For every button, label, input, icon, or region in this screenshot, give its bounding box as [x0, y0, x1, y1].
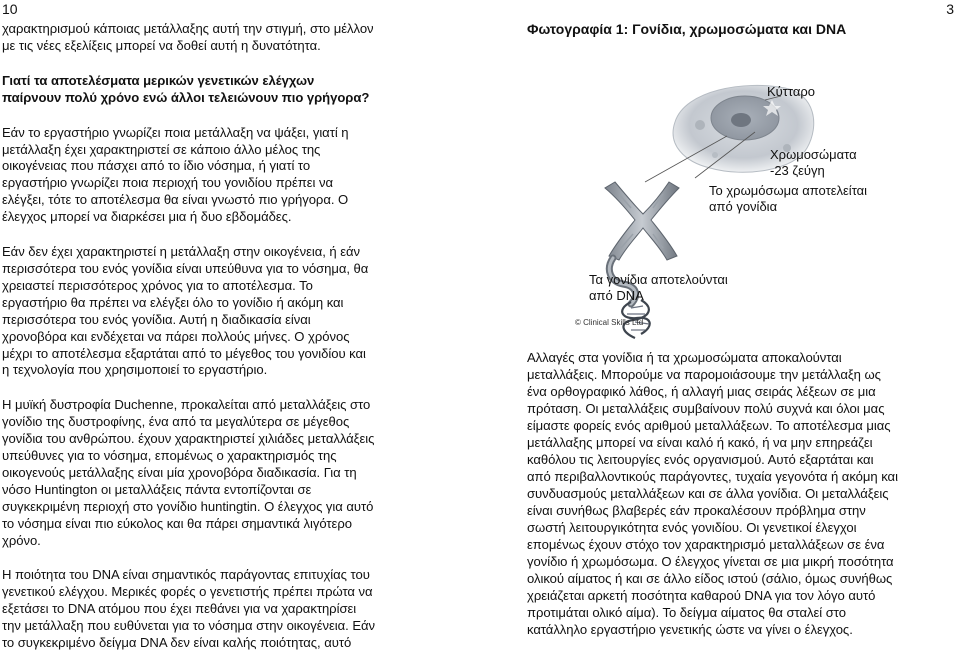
- heading-line: Γιατί τα αποτελέσματα μερικών γενετικών ελέγχων: [2, 72, 315, 88]
- label-line: από γονίδια: [709, 199, 778, 214]
- label-line: από DNA: [589, 288, 644, 303]
- text-line: εργαστήριο θα πρέπει να ελέγξει όλο το γονίδιο ή ακόμη και: [2, 294, 344, 310]
- text-line: από περιβαλλοντικούς παράγοντες, τυχαία γεγονότα ή ακόμη και: [527, 469, 898, 484]
- text-line: προτιμάται ολικό αίμα). Το δείγμα αίματος θα σταλεί στο: [527, 605, 846, 620]
- figure-title: Φωτογραφία 1: Γονίδια, χρωμοσώματα και DNA: [527, 21, 847, 37]
- figure-credit: © Clinical Skills Ltd: [575, 318, 644, 327]
- text-line: ένα ορθογραφικό λάθος, ή αλλαγή μιας σειράς λέξεων σε μια: [527, 384, 876, 399]
- text-line: κατάλληλο εργαστήριο γενετικής ώστε να γίνει ο έλεγχος.: [527, 622, 853, 637]
- text-line: ελέγξει, τότε το αποτέλεσμα θα είναι γνωστό πιο γρήγορα. Ο: [2, 192, 349, 208]
- text-line: είναι συνήθως βλαβερές εάν προκαλέσουν πρόβλημα στην: [527, 503, 866, 518]
- text-line: Εάν το εργαστήριο γνωρίζει ποια μετάλλαξη να ψάξει, γιατί η: [2, 124, 349, 140]
- text-line: την μετάλλαξη που ευθύνεται για το νόσημα στην οικογένεια. Εάν: [2, 618, 376, 634]
- text-line: οικογενούς μετάλλαξης είναι μία χρονοβόρα διαδικασία. Για τη: [2, 464, 357, 480]
- text-line: γονίδιο ή χρωμόσωμα. Ο έλεγχος γίνεται σε μια μικρή ποσότητα: [527, 554, 894, 569]
- text-line: Αλλαγές στα γονίδια ή τα χρωμοσώματα αποκαλούνται: [527, 350, 842, 365]
- page-number-left: 10: [2, 1, 18, 17]
- text-line: πρόταση. Οι μεταλλάξεις συμβαίνουν πολύ συχνά και όλοι μας: [527, 401, 885, 416]
- left-column: [2, 21, 442, 652]
- text-line: συνδυασμούς μεταλλάξεων και σε άλλα γονίδια. Οι μεταλλάξεις: [527, 486, 889, 501]
- chromosome-graphic: [605, 182, 679, 260]
- text-line: χρειαστεί περισσότερος χρόνος για το αποτέλεσμα. Το: [2, 277, 313, 293]
- label-chromosomes: [770, 147, 857, 179]
- text-line: σωστή λειτουργικότητα ενός γονιδίου. Οι γενετικοί έλεγχοι: [527, 520, 857, 535]
- label-genes-dna: [589, 272, 728, 304]
- paragraph-duchenne: [2, 397, 442, 549]
- genetics-figure: [575, 70, 960, 340]
- text-line: Η μυϊκή δυστροφία Duchenne, προκαλείται από μεταλλάξεις στο: [2, 397, 371, 413]
- text-line: μετάλλαξης μπορεί να είναι καλό ή κακό, ή να μην επηρεάζει: [527, 435, 873, 450]
- text-line: είμαστε φορείς ενός αριθμού μεταλλάξεων. Το αποτέλεσμα μιας: [527, 418, 891, 433]
- heading-line: παίρνουν πολύ χρόνο ενώ άλλοι τελειώνουν πιο γρήγορα?: [2, 89, 370, 105]
- text-line: γονίδια του ανθρώπου. έχουν χαρακτηριστεί χιλιάδες μεταλλάξεις: [2, 431, 375, 447]
- text-line: χαρακτηρισμού κάποιας μετάλλαξης αυτή την στιγμή, στο μέλλον: [2, 21, 374, 36]
- text-line: η τεχνολογία που χρησιμοποιεί το εργαστήριο.: [2, 362, 268, 378]
- text-line: χρειάζεται αρκετή ποσότητα καθαρού DNA για τον λόγο αυτό: [527, 588, 876, 603]
- text-line: με τις νέες εξελίξεις μπορεί να δοθεί αυτή η δυνατότητα.: [2, 37, 321, 53]
- text-line: νόσο Huntington οι μεταλλάξεις πάντα εντοπίζονται σε: [2, 481, 312, 497]
- label-chromosome-genes: [709, 183, 867, 215]
- label-line: Χρωμοσώματα: [770, 147, 857, 162]
- text-line: μέχρι το αποτέλεσμα εξαρτάται από το μέγεθος του γονιδίου και: [2, 345, 366, 361]
- right-column: [527, 349, 957, 638]
- text-line: περισσότερα του ενός γονίδια είναι υπεύθυνα για το νόσημα, θα: [2, 260, 369, 276]
- page-number-right: 3: [946, 1, 954, 17]
- section-heading: [2, 73, 442, 107]
- paragraph-known-mutation: [2, 125, 442, 226]
- text-line: ολικού αίματος ή και σε άλλο είδος ιστού (σάλιο, όμως συνήθως: [527, 571, 893, 586]
- text-line: γονίδιο της δυστροφίνης, ένα από τα μεγαλύτερα σε μέγεθος: [2, 414, 350, 430]
- paragraph-mutations: [527, 349, 957, 638]
- label-cell: Κύτταρο: [767, 84, 816, 99]
- text-line: μεταλλάξεις. Μπορούμε να παρομοιάσουμε την μετάλλαξη ως: [527, 367, 881, 382]
- text-line: χρόνο.: [2, 532, 41, 548]
- text-line: εξετάσει το DNA ατόμου που έχει πεθάνει για να χαρακτηρίσει: [2, 601, 357, 617]
- text-line: μετάλλαξη έχει χαρακτηριστεί σε κάποιο άλλο μέλος της: [2, 141, 321, 157]
- text-line: επομένως έχουν στόχο τον χαρακτηρισμό μεταλλάξεων σε ένα: [527, 537, 885, 552]
- label-line: Το χρωμόσωμα αποτελείται: [709, 183, 868, 198]
- text-line: το συγκεκριμένο δείγμα DNA δεν είναι καλής ποιότητας, αυτό: [2, 635, 352, 651]
- text-line: Η ποιότητα του DNA είναι σημαντικός παράγοντας επιτυχίας του: [2, 567, 370, 583]
- text-line: οικογένειας που πάσχει από το ίδιο νόσημα, ή γιατί το: [2, 158, 311, 174]
- intro-paragraph: [2, 21, 442, 55]
- paragraph-dna-quality: [2, 567, 442, 652]
- text-line: το νόσημα είναι πιο εύκολος και θα πάρει σημαντικά λιγότερο: [2, 515, 352, 531]
- text-line: συγκεκριμένη περιοχή στο γονίδιο huntingtin. Ο έλεγχος για αυτό: [2, 498, 374, 514]
- text-line: έλεγχος μπορεί να διαρκέσει μια ή δυο εβδομάδες.: [2, 209, 292, 225]
- text-line: εργαστήριο γνωρίζει ποια περιοχή του γονιδίου πρέπει να: [2, 175, 333, 191]
- paragraph-unknown-mutation: [2, 244, 442, 379]
- label-line: -23 ζεύγη: [770, 163, 825, 178]
- text-line: Εάν δεν έχει χαρακτηριστεί η μετάλλαξη στην οικογένεια, ή εάν: [2, 244, 361, 260]
- label-line: Τα γονίδια αποτελούνται: [589, 272, 728, 287]
- text-line: καθόλου τις λειτουργίες ενός οργανισμού. Αυτό εξαρτάται και: [527, 452, 874, 467]
- text-line: χρονοβόρα και ενδέχεται να πάρει πολλούς μήνες. Ο χρόνος: [2, 328, 350, 344]
- text-line: περισσότερα του ενός γονίδια. Αυτή η διαδικασία είναι: [2, 311, 311, 327]
- text-line: γενετικού ελέγχου. Μερικές φορές ο γενετιστής πρέπει πρώτα να: [2, 584, 373, 600]
- text-line: υπεύθυνες για το νόσημα, επομένως ο χαρακτηρισμός της: [2, 448, 337, 464]
